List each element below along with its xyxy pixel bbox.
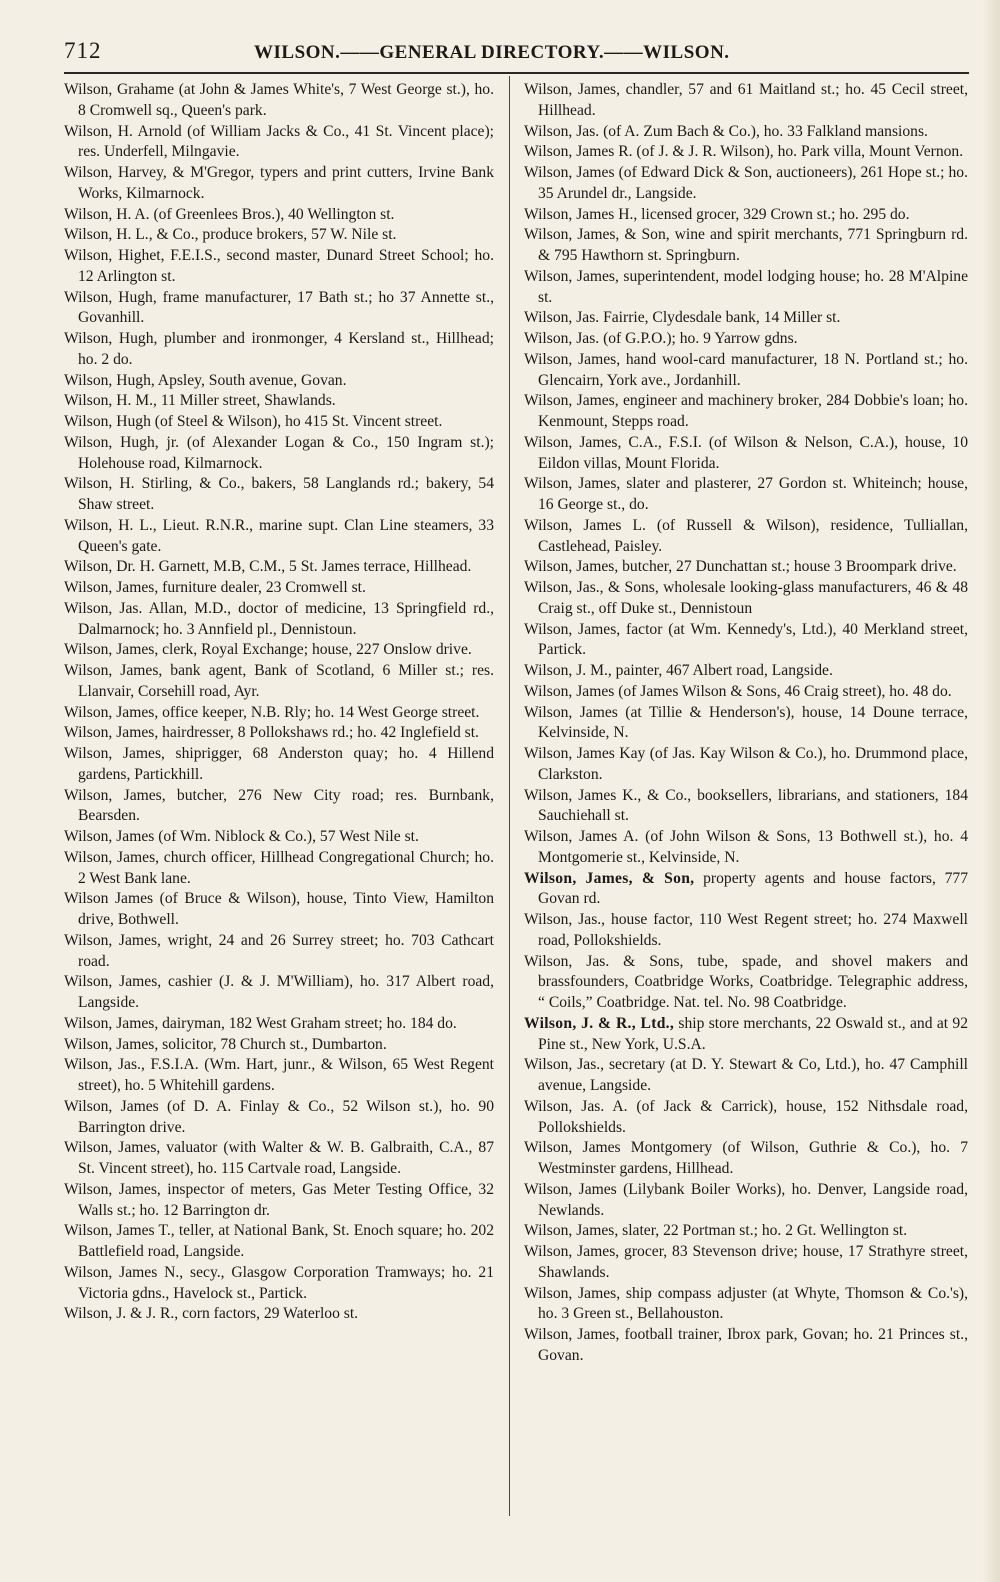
directory-entry: [64, 1055, 494, 1097]
directory-entry: [64, 786, 494, 828]
directory-entry: [64, 225, 494, 246]
directory-entry: [64, 1263, 494, 1305]
entry-text: Wilson, James Montgomery (of Wilson, Guthrie & Co.), ho. 7 Westminster gardens, Hillhead.: [524, 1139, 968, 1177]
entry-text: Wilson, Harvey, & M'Gregor, typers and print cutters, Irvine Bank Works, Kilmarnock.: [64, 164, 494, 202]
directory-entry: [64, 516, 494, 558]
entry-text: Wilson, James (of Edward Dick & Son, auctioneers), 261 Hope st.; ho. 35 Arundel dr., Langside.: [524, 164, 968, 202]
entry-text: Wilson, Jas., & Sons, wholesale looking-glass manufacturers, 46 & 48 Craig st., off Duke st., Dennistoun: [524, 579, 968, 617]
directory-entry: [524, 703, 968, 745]
directory-entry: [524, 516, 968, 558]
entry-text: Wilson, H. A. (of Greenlees Bros.), 40 Wellington st.: [64, 205, 395, 223]
entry-text: Wilson, H. Arnold (of William Jacks & Co., 41 St. Vincent place); res. Underfell, Milngavie.: [64, 122, 494, 161]
entry-text: Wilson, James, ship compass adjuster (at Whyte, Thomson & Co.'s), ho. 3 Green st., Bellahouston.: [524, 1284, 968, 1323]
directory-entry: [524, 1055, 968, 1097]
entry-text: Wilson, Jas., F.S.I.A. (Wm. Hart, junr., & Wilson, 65 West Regent street), ho. 5 Whitehill gardens.: [64, 1056, 494, 1094]
directory-entry: [64, 1304, 494, 1325]
entry-text: Wilson, James, slater and plasterer, 27 Gordon st. Whiteinch; house, 16 George st., do.: [524, 475, 968, 513]
entry-text: Wilson, James N., secy., Glasgow Corporation Tramways; ho. 21 Victoria gdns., Havelock st., Partick.: [64, 1263, 494, 1302]
entry-text: Wilson, James H., licensed grocer, 329 Crown st.; ho. 295 do.: [524, 205, 910, 223]
entry-text: Wilson, Jas. (of A. Zum Bach & Co.), ho. 33 Falkland mansions.: [524, 122, 928, 140]
header-rule: [64, 72, 969, 74]
entry-text: Wilson, J. & J. R., corn factors, 29 Waterloo st.: [64, 1305, 359, 1323]
directory-entry: [64, 703, 494, 724]
entry-text: Wilson, James (at Tillie & Henderson's), house, 14 Doune terrace, Kelvinside, N.: [524, 703, 968, 742]
entry-text: Wilson, Jas. Allan, M.D., doctor of medicine, 13 Springfield rd., Dalmarnock; ho. 3 Annfield pl., Dennistoun.: [64, 599, 494, 638]
directory-entry: [64, 122, 494, 164]
entry-text: Wilson, Highet, F.E.I.S., second master, Dunard Street School; ho. 12 Arlington st.: [64, 247, 494, 285]
entry-text: Wilson James (of Bruce & Wilson), house, Tinto View, Hamilton drive, Bothwell.: [64, 890, 494, 928]
entry-text: Wilson, James, & Son, wine and spirit merchants, 771 Springburn rd. & 795 Hawthorn st. Springburn.: [524, 226, 968, 264]
entry-text: Wilson, James, butcher, 27 Dunchattan st.; house 3 Broompark drive.: [524, 558, 957, 576]
directory-entry: [524, 142, 968, 163]
directory-entry: [64, 1138, 494, 1180]
entry-text: Wilson, James (Lilybank Boiler Works), ho. Denver, Langside road, Newlands.: [524, 1180, 968, 1219]
directory-entry: [64, 661, 494, 703]
directory-entry: [64, 972, 494, 1014]
entry-text: Wilson, James A. (of John Wilson & Sons, 13 Bothwell st.), ho. 4 Montgomerie st., Kelvinside, N.: [524, 828, 968, 866]
directory-entry: [524, 267, 968, 309]
directory-entry: [64, 288, 494, 330]
entry-text: Wilson, James, hairdresser, 8 Pollokshaws rd.; ho. 42 Inglefield st.: [64, 724, 479, 742]
directory-entry: [64, 412, 494, 433]
entry-text: Wilson, James, butcher, 276 New City road; res. Burnbank, Bearsden.: [64, 786, 494, 825]
directory-entry: [64, 848, 494, 890]
entry-text: Wilson, H. L., & Co., produce brokers, 57 W. Nile st.: [64, 226, 397, 244]
entry-text: Wilson, James, engineer and machinery broker, 284 Dobbie's loan; ho. Kenmount, Stepps road.: [524, 392, 968, 430]
entry-text: Wilson, James, shiprigger, 68 Anderston quay; ho. 4 Hillend gardens, Partickhill.: [64, 745, 494, 783]
entry-text: Wilson, James (of D. A. Finlay & Co., 52 Wilson st.), ho. 90 Barrington drive.: [64, 1097, 494, 1136]
directory-entry: [64, 391, 494, 412]
directory-entry: [64, 827, 494, 848]
directory-entry: [524, 80, 968, 122]
entry-bold-name: Wilson, J. & R., Ltd.,: [524, 1014, 675, 1032]
directory-entry: [64, 599, 494, 641]
entry-text: Wilson, James, hand wool-card manufacturer, 18 N. Portland st.; ho. Glencairn, York ave., Jordanhill.: [524, 350, 968, 389]
entry-text: Wilson, Jas. (of G.P.O.); ho. 9 Yarrow gdns.: [524, 330, 798, 347]
entry-text: Wilson, James, cashier (J. & J. M'William), ho. 317 Albert road, Langside.: [64, 973, 494, 1011]
running-title: WILSON.——GENERAL DIRECTORY.——WILSON.: [254, 42, 730, 63]
directory-entry: [524, 329, 968, 350]
directory-entry: [524, 786, 968, 828]
entry-text: Wilson, James Kay (of Jas. Kay Wilson & Co.), ho. Drummond place, Clarkston.: [524, 745, 968, 783]
directory-entry: [524, 1014, 968, 1056]
directory-entry: [64, 723, 494, 744]
entry-bold-name: Wilson, James, & Son,: [524, 869, 695, 887]
directory-entry: [64, 640, 494, 661]
entry-text: Wilson, James K., & Co., booksellers, librarians, and stationers, 184 Sauchiehall st.: [524, 786, 968, 825]
directory-entry: [64, 371, 494, 392]
entry-text: Wilson, James, inspector of meters, Gas Meter Testing Office, 32 Walls st.; ho. 12 Barrington dr.: [64, 1180, 494, 1219]
left-column: [64, 80, 494, 1325]
entry-text: Wilson, James L. (of Russell & Wilson), residence, Tulliallan, Castlehead, Paisley.: [524, 516, 968, 555]
directory-entry: [524, 744, 968, 786]
entry-text: Wilson, Dr. H. Garnett, M.B, C.M., 5 St. James terrace, Hillhead.: [64, 558, 472, 576]
directory-entry: [64, 474, 494, 516]
directory-entry: [64, 80, 494, 122]
directory-entry: [64, 578, 494, 599]
entry-text: Wilson, James, solicitor, 78 Church st., Dumbarton.: [64, 1035, 387, 1053]
directory-entry: [64, 1035, 494, 1056]
page-edge-shadow: [982, 0, 1000, 1582]
page-number: 712: [64, 38, 102, 63]
entry-text: Wilson, Jas., house factor, 110 West Regent street; ho. 274 Maxwell road, Pollokshields.: [524, 911, 968, 949]
entry-text: Wilson, Jas. A. (of Jack & Carrick), house, 152 Nithsdale road, Pollokshields.: [524, 1097, 968, 1136]
directory-entry: [524, 1180, 968, 1222]
directory-entry: [524, 205, 968, 226]
directory-entry: [524, 391, 968, 433]
entry-text: Wilson, J. M., painter, 467 Albert road, Langside.: [524, 662, 833, 679]
entry-text: Wilson, James, football trainer, Ibrox park, Govan; ho. 21 Princes st., Govan.: [524, 1326, 968, 1364]
right-column: [524, 80, 968, 1367]
directory-entry: [64, 557, 494, 578]
directory-entry: [64, 1221, 494, 1263]
entry-text: Wilson, James, dairyman, 182 West Graham street; ho. 184 do.: [64, 1014, 457, 1032]
directory-entry: [64, 744, 494, 786]
directory-entry: [524, 1138, 968, 1180]
entry-text: property agents and house factors, 777 Govan rd.: [538, 869, 968, 908]
directory-entry: [524, 1325, 968, 1367]
directory-entry: [64, 329, 494, 371]
directory-entry: [524, 578, 968, 620]
directory-entry: [524, 661, 968, 682]
entry-text: Wilson, James, church officer, Hillhead Congregational Church; ho. 2 West Bank lane.: [64, 848, 494, 887]
directory-entry: [524, 1221, 968, 1242]
entry-text: Wilson, James, valuator (with Walter & W. B. Galbraith, C.A., 87 St. Vincent street), ho. 115 Cartvale road, Langside.: [64, 1139, 494, 1177]
entry-text: Wilson, Hugh, plumber and ironmonger, 4 Kersland st., Hillhead; ho. 2 do.: [64, 330, 494, 368]
entry-text: Wilson, H. Stirling, & Co., bakers, 58 Langlands rd.; bakery, 54 Shaw street.: [64, 475, 494, 513]
entry-text: Wilson, James, bank agent, Bank of Scotland, 6 Miller st.; res. Llanvair, Corsehill road, Ayr.: [64, 662, 494, 700]
page-header: [64, 38, 974, 74]
directory-entry: [524, 827, 968, 869]
column-divider: [509, 76, 510, 1516]
entry-text: Wilson, H. M., 11 Miller street, Shawlands.: [64, 392, 336, 410]
directory-entry: [524, 122, 968, 143]
entry-text: Wilson, James, clerk, Royal Exchange; house, 227 Onslow drive.: [64, 641, 472, 659]
entry-text: ship store merchants, 22 Oswald st., and at 92 Pine st., New York, U.S.A.: [538, 1014, 968, 1053]
entry-text: Wilson, James (of Wm. Niblock & Co.), 57 West Nile st.: [64, 828, 419, 845]
entry-text: Wilson, James, furniture dealer, 23 Cromwell st.: [64, 579, 366, 596]
directory-entry: [524, 163, 968, 205]
directory-entry: [524, 433, 968, 475]
entry-text: Wilson, Hugh (of Steel & Wilson), ho 415 St. Vincent street.: [64, 413, 443, 430]
entry-text: Wilson, James R. (of J. & J. R. Wilson), ho. Park villa, Mount Vernon.: [524, 143, 964, 161]
directory-entry: [524, 308, 968, 329]
directory-entry: [524, 1097, 968, 1139]
entry-text: Wilson, James, wright, 24 and 26 Surrey street; ho. 703 Cathcart road.: [64, 931, 494, 970]
directory-entry: [524, 682, 968, 703]
entry-text: Wilson, James, factor (at Wm. Kennedy's, Ltd.), 40 Merkland street, Partick.: [524, 620, 968, 659]
entry-text: Wilson, Jas., secretary (at D. Y. Stewart & Co, Ltd.), ho. 47 Camphill avenue, Langside.: [524, 1056, 968, 1094]
directory-entry: [524, 869, 968, 911]
directory-entry: [64, 163, 494, 205]
entry-text: Wilson, James, C.A., F.S.I. (of Wilson & Nelson, C.A.), house, 10 Eildon villas, Mount Florida.: [524, 433, 968, 472]
entry-text: Wilson, H. L., Lieut. R.N.R., marine supt. Clan Line steamers, 33 Queen's gate.: [64, 516, 494, 555]
directory-entry: [64, 433, 494, 475]
entry-text: Wilson, Jas. Fairrie, Clydesdale bank, 14 Miller st.: [524, 309, 841, 327]
directory-entry: [64, 1097, 494, 1139]
directory-entry: [524, 1284, 968, 1326]
entry-text: Wilson, Hugh, jr. (of Alexander Logan & Co., 150 Ingram st.); Holehouse road, Kilmarnock.: [64, 433, 494, 472]
directory-entry: [524, 557, 968, 578]
directory-entry: [64, 931, 494, 973]
directory-entry: [64, 246, 494, 288]
directory-entry: [524, 1242, 968, 1284]
directory-entry: [64, 889, 494, 931]
entry-text: Wilson, James, chandler, 57 and 61 Maitland st.; ho. 45 Cecil street, Hillhead.: [524, 81, 968, 119]
entry-text: Wilson, James, superintendent, model lodging house; ho. 28 M'Alpine st.: [524, 267, 968, 306]
directory-entry: [64, 205, 494, 226]
entry-text: Wilson, Hugh, Apsley, South avenue, Govan.: [64, 371, 347, 389]
entry-text: Wilson, Grahame (at John & James White's, 7 West George st.), ho. 8 Cromwell sq., Queen's park.: [64, 81, 494, 119]
entry-text: Wilson, James, grocer, 83 Stevenson drive; house, 17 Strathyre street, Shawlands.: [524, 1243, 968, 1281]
directory-entry: [524, 952, 968, 1014]
entry-text: Wilson, James T., teller, at National Bank, St. Enoch square; ho. 202 Battlefield road, Langside.: [64, 1222, 494, 1260]
directory-entry: [524, 474, 968, 516]
entry-text: Wilson, Jas. & Sons, tube, spade, and shovel makers and brassfounders, Coatbridge Works, Coatbridge. Telegraphic address, “ Coils,” Coatbridge. Nat. tel. No. 98 Coatbridge.: [524, 952, 968, 1011]
directory-entry: [524, 350, 968, 392]
directory-entry: [524, 910, 968, 952]
entry-text: Wilson, Hugh, frame manufacturer, 17 Bath st.; ho 37 Annette st., Govanhill.: [64, 288, 494, 327]
directory-entry: [524, 620, 968, 662]
entry-text: Wilson, James, slater, 22 Portman st.; ho. 2 Gt. Wellington st.: [524, 1222, 908, 1240]
directory-entry: [524, 225, 968, 267]
entry-text: Wilson, James (of James Wilson & Sons, 46 Craig street), ho. 48 do.: [524, 682, 952, 700]
directory-entry: [64, 1014, 494, 1035]
directory-entry: [64, 1180, 494, 1222]
entry-text: Wilson, James, office keeper, N.B. Rly; ho. 14 West George street.: [64, 703, 480, 721]
